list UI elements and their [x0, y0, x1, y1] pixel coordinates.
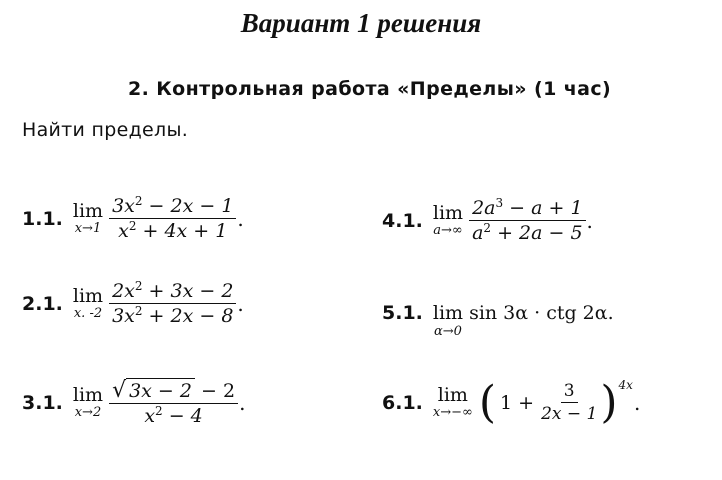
fraction	[538, 380, 600, 425]
denominator: $a^2 + 2a - 5$	[472, 221, 583, 244]
radicand: 3x − 2	[126, 378, 195, 403]
limit-operator	[72, 199, 104, 236]
lim-word: lim	[72, 199, 104, 222]
fraction	[109, 378, 238, 428]
exponent: 4x	[618, 378, 633, 392]
limit-operator	[433, 302, 463, 339]
lim-subscript: x→−∞	[432, 404, 473, 420]
problem-number: 6.1.	[382, 391, 423, 414]
limit-operator	[73, 386, 103, 420]
lim-word: lim	[432, 302, 464, 324]
left-paren-icon: (	[478, 376, 497, 428]
problem-4-1	[382, 196, 593, 245]
problem-number: 2.1.	[22, 292, 63, 315]
work-title: 2. Контрольная работа «Пределы» (1 час)	[128, 78, 612, 100]
fraction	[109, 279, 236, 328]
lim-subscript: x. -2	[73, 305, 103, 321]
lim-word: lim	[432, 201, 464, 224]
numerator: $3x^2 - 2x - 1$	[109, 194, 236, 219]
problem-number: 1.1.	[22, 207, 63, 230]
problem-number: 5.1.	[382, 302, 423, 324]
lim-subscript: a→∞	[433, 222, 463, 238]
problem-3-1	[22, 378, 245, 428]
expression: sin 3α · ctg 2α.	[469, 302, 614, 324]
lim-subscript: x→2	[74, 405, 102, 420]
period: .	[633, 390, 641, 415]
numerator-tail: − 2	[201, 380, 236, 402]
fraction	[469, 196, 585, 245]
problem-5-1	[382, 302, 614, 339]
limit-operator	[432, 201, 464, 238]
right-paren-icon: )	[600, 376, 618, 428]
problem-2-1	[22, 279, 244, 328]
one-plus: 1 +	[500, 391, 535, 414]
square-root	[112, 378, 201, 403]
fraction	[109, 194, 236, 243]
denominator: $3x^2 + 2x - 8$	[112, 304, 234, 327]
numerator	[109, 378, 238, 404]
radical-sign-icon: √	[112, 378, 127, 403]
problem-number: 3.1.	[22, 392, 63, 414]
denominator: $x^2 + 4x + 1$	[118, 219, 228, 242]
numerator: $2x^2 + 3x - 2$	[109, 279, 236, 304]
lim-word: lim	[437, 383, 468, 406]
problem-number: 4.1.	[382, 209, 423, 232]
numerator: 3	[561, 380, 578, 403]
lim-subscript: α→0	[434, 324, 462, 339]
problem-1-1	[22, 194, 244, 243]
limit-operator	[72, 284, 104, 321]
problem-6-1	[382, 376, 641, 428]
variant-title: Вариант 1 решения	[240, 8, 482, 38]
period: .	[237, 206, 244, 231]
period: .	[239, 391, 246, 415]
numerator: $2a^3 - a + 1$	[469, 196, 585, 221]
lim-word: lim	[72, 384, 104, 406]
period: .	[237, 291, 244, 316]
denominator: $x^2 - 4$	[144, 404, 203, 427]
instruction-text: Найти пределы.	[22, 119, 189, 141]
limit-operator	[432, 383, 473, 420]
lim-subscript: x→1	[74, 220, 102, 236]
lim-word: lim	[72, 284, 104, 307]
period: .	[586, 208, 593, 233]
denominator: 2x − 1	[541, 404, 598, 424]
